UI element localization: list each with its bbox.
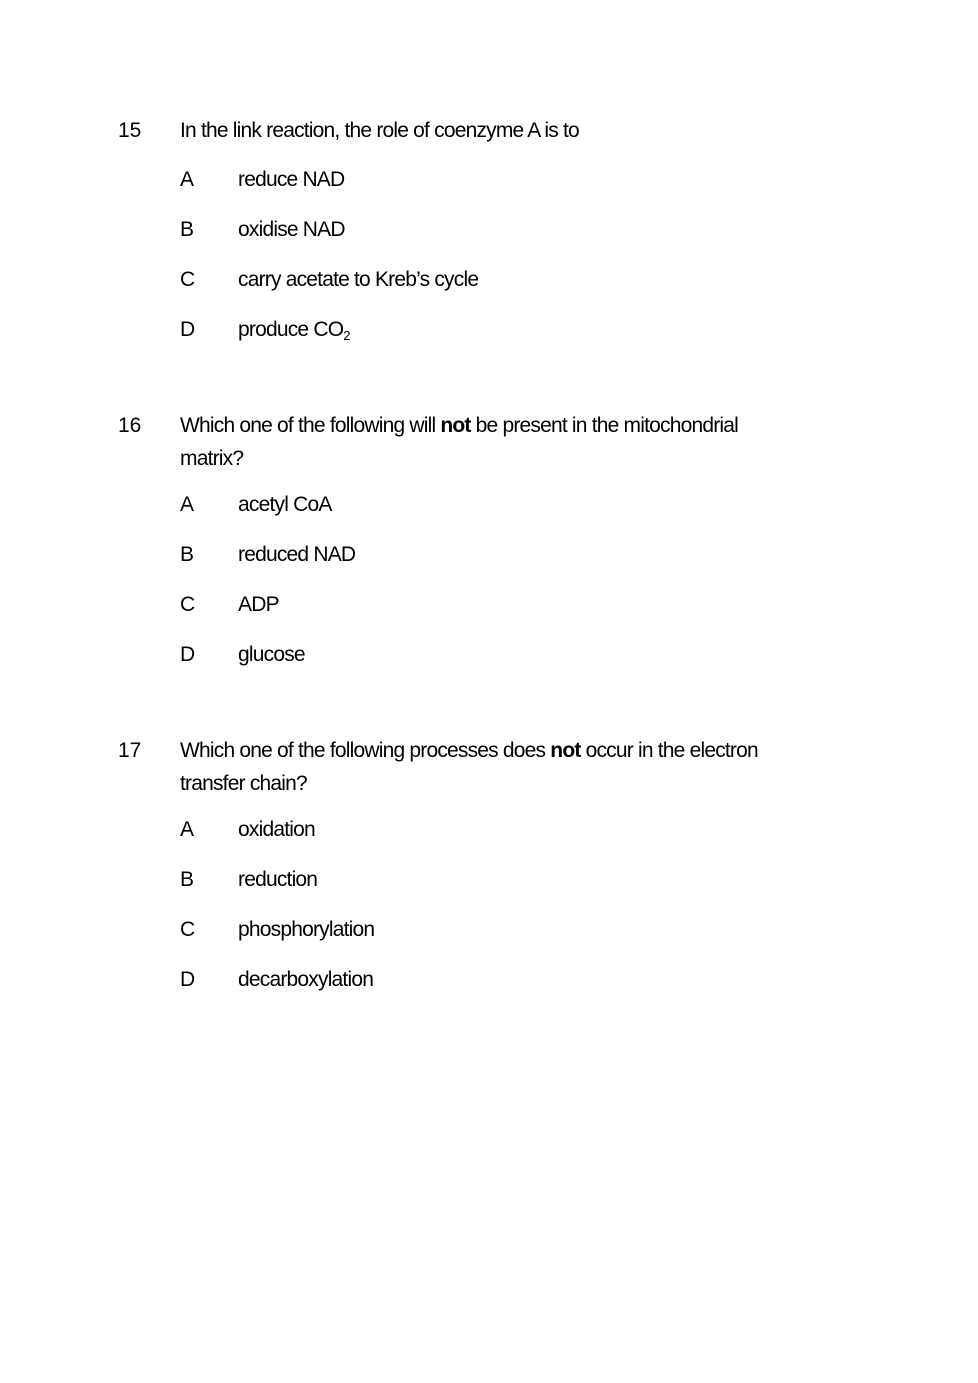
option-row [180, 813, 315, 846]
option-text: carry acetate to Kreb’s cycle [238, 268, 479, 291]
option-text: reduced NAD [238, 543, 356, 566]
option-text: produce CO [238, 318, 344, 341]
option-text: oxidise NAD [238, 218, 345, 241]
question-stem-line-1 [180, 739, 758, 762]
option-letter: A [180, 168, 195, 191]
option-text: glucose [238, 643, 305, 666]
stem-text-bold: not [550, 739, 581, 762]
option-letter: C [180, 593, 196, 616]
stem-text-post: occur in the electron [580, 739, 758, 762]
option-letter: D [180, 968, 196, 991]
option-row [180, 538, 355, 571]
question-stem-row [118, 409, 738, 442]
option-row [180, 263, 478, 296]
question-stem-line-2: transfer chain? [180, 772, 307, 795]
option-letter: B [180, 543, 195, 566]
option-text: ADP [238, 593, 279, 616]
option-text: decarboxylation [238, 968, 374, 991]
subscript: 2 [343, 328, 351, 343]
option-row [180, 913, 374, 946]
option-row [180, 863, 317, 896]
option-letter: C [180, 918, 196, 941]
option-letter: B [180, 868, 195, 891]
option-letter: C [180, 268, 196, 291]
stem-text-bold: not [440, 414, 471, 437]
question-number: 15 [118, 119, 142, 142]
option-row [180, 638, 305, 671]
option-letter: B [180, 218, 195, 241]
option-text: phosphorylation [238, 918, 375, 941]
stem-text-pre: Which one of the following will [180, 414, 441, 437]
stem-text-pre: In the link reaction, the role of coenzyme A is to [180, 119, 579, 142]
option-letter: A [180, 493, 195, 516]
option-text: reduce NAD [238, 168, 345, 191]
stem-text-post: be present in the mitochondrial [470, 414, 739, 437]
option-letter: A [180, 818, 195, 841]
question-number: 16 [118, 414, 142, 437]
option-text: oxidation [238, 818, 315, 841]
stem-text-pre: Which one of the following processes does [180, 739, 551, 762]
question-stem-line-1 [180, 119, 579, 142]
option-row [180, 213, 345, 246]
question-number: 17 [118, 739, 142, 762]
question-stem-row [118, 114, 579, 147]
option-row [180, 588, 279, 621]
option-row [180, 163, 344, 196]
question-stem-row [118, 734, 758, 767]
option-row [180, 313, 350, 348]
option-row [180, 963, 373, 996]
option-text: reduction [238, 868, 318, 891]
option-letter: D [180, 318, 196, 341]
option-row [180, 488, 332, 521]
question-stem-line-2: matrix? [180, 447, 244, 470]
question-stem-line-1 [180, 414, 738, 437]
option-letter: D [180, 643, 196, 666]
option-text: acetyl CoA [238, 493, 332, 516]
